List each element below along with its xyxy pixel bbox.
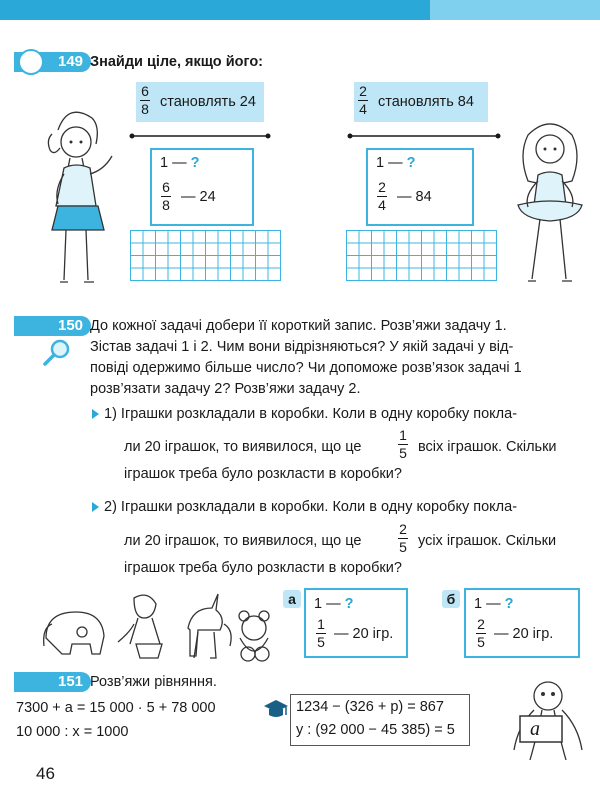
note-a-rest: — 20 ігр. [334,626,394,642]
problem-2-fraction: 2 5 [399,521,407,556]
equation-4: y : (92 000 − 45 385) = 5 [296,722,455,738]
problem-2-line2b: усіх іграшок. Скільки [418,533,557,549]
problem-2-line1: 2) Іграшки розкладали в коробки. Коли в одну коробку покла- [104,499,518,515]
intro-line: До кожної задачі добери її короткий запис. Розв’яжи задачу 1. [90,318,507,334]
task-149-right-grid[interactable] [346,230,497,281]
problem-1-line2a: ли 20 іграшок, то виявилося, що це [124,439,362,455]
task-149-right-phrase: становлять 84 [378,94,474,110]
problem-1-line1: 1) Іграшки розкладали в коробки. Коли в одну коробку покла- [104,406,518,422]
octopus-card-letter: a [530,718,540,740]
bullet-arrow-icon [92,502,99,512]
problem-1-line2b: всіх іграшок. Скільки [418,439,557,455]
note-a-fraction: 1 5 [317,616,325,651]
intro-line: Зістав задачі 1 і 2. Чим вони відрізняються? У якій задачі у від- [90,339,514,355]
task-151-number: 151 [58,673,84,690]
equation-3: 1234 − (326 + p) = 867 [296,699,444,715]
task-149-left-note-line1: 1 — ? [160,155,200,171]
note-b-line1: 1 — ? [474,596,514,612]
note-a-line1: 1 — ? [314,596,354,612]
toys-illustration [38,588,278,668]
task-149-instruction: Знайди ціле, якщо його: [90,54,264,70]
note-b-fraction: 2 5 [477,616,485,651]
task-149-left-phrase: становлять 24 [160,94,256,110]
equation-2: 10 000 : x = 1000 [16,724,129,740]
fraction-denominator: 8 [141,101,149,118]
problem-2-line3: іграшок треба було розкласти в коробки? [124,560,402,576]
intro-line: повіді одержимо більше число? Чи допоможе розв’язок задачі 1 [90,360,522,376]
equation-1: 7300 + a = 15 000 · 5 + 78 000 [16,700,216,716]
problem-2-line2a: ли 20 іграшок, то виявилося, що це [124,533,362,549]
task-151-instruction: Розв’яжи рівняння. [90,674,217,690]
girl-left-illustration [38,100,128,300]
note-b-rest: — 20 ігр. [494,626,554,642]
problem-1-fraction: 1 5 [399,427,407,462]
bullet-arrow-icon [92,409,99,419]
fraction-numerator: 2 [359,83,367,99]
task-150-intro [90,316,522,400]
task-149-left-note-rest: — 24 [181,189,216,205]
fraction-denominator: 4 [359,101,367,118]
task-151-badge [14,672,91,692]
task-150-badge [14,316,91,336]
task-149-right-note-fraction: 2 4 [378,179,386,214]
girl-right-illustration [508,115,598,315]
octopus-illustration [508,680,588,770]
task-149-left-grid[interactable] [130,230,281,281]
fraction-numerator: 6 [141,83,149,99]
note-b-label: б [442,590,460,608]
note-a-label: а [283,590,301,608]
problem-1-line3: іграшок треба було розкласти в коробки? [124,466,402,482]
task-149-number: 149 [58,53,84,70]
task-150-number: 150 [58,317,84,334]
task-149-right-note-rest: — 84 [397,189,432,205]
task-149-right-note-line1: 1 — ? [376,155,416,171]
intro-line: розв’язати задачу 2? Розв’яжи задачу 2. [90,381,361,397]
task-149-left-note-fraction: 6 8 [162,179,170,214]
magnifier-icon [42,338,72,368]
graduation-cap-icon [262,698,290,720]
page-number: 46 [36,764,55,783]
